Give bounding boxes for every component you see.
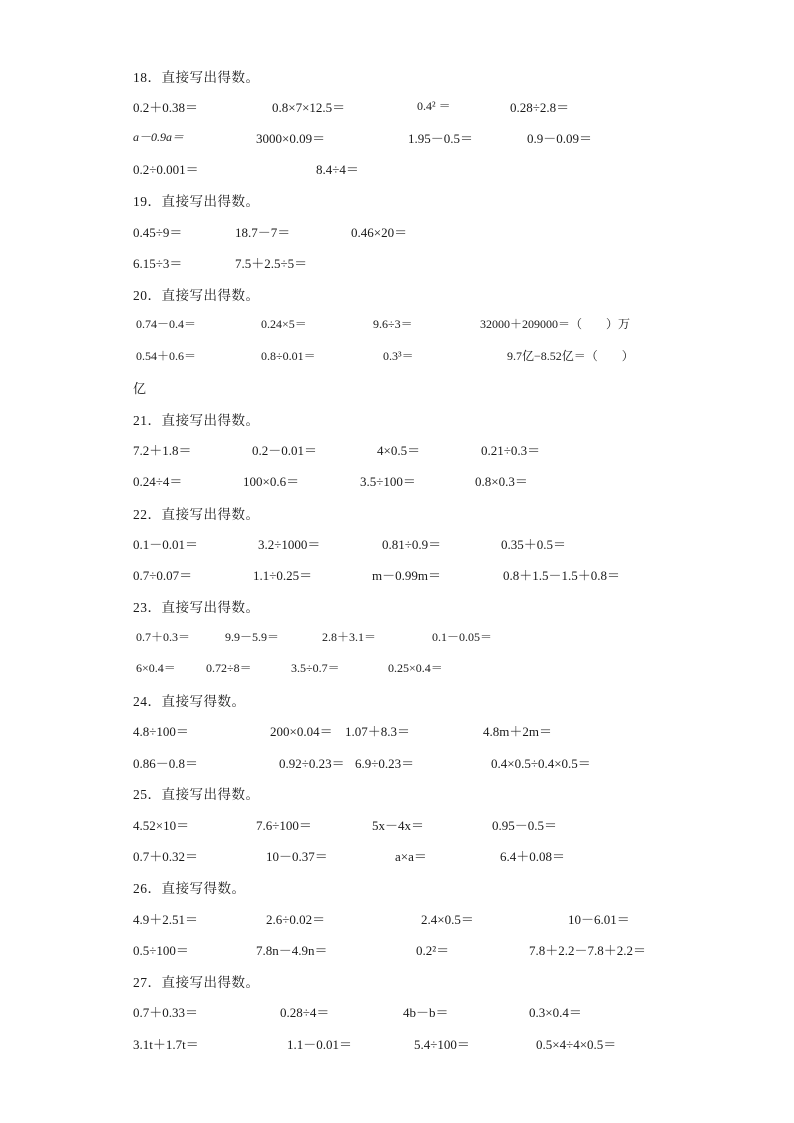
problem: 0.8×7×12.5＝ xyxy=(272,100,346,115)
problem-row xyxy=(0,159,794,181)
problem: 0.4² ＝ xyxy=(417,99,451,113)
problem: 0.5×4÷4×0.5＝ xyxy=(536,1037,617,1052)
problem-row xyxy=(0,909,794,931)
section-26 xyxy=(0,877,794,899)
problem: 0.8＋1.5－1.5＋0.8＝ xyxy=(503,568,621,583)
section-heading: 26．直接写得数。 xyxy=(133,881,246,896)
problem: 5.4÷100＝ xyxy=(414,1037,470,1052)
problem: a－0.9a＝ xyxy=(133,130,185,144)
problem: 9.6÷3＝ xyxy=(373,317,413,331)
problem: 9.9－5.9＝ xyxy=(225,630,280,644)
problem: 0.72÷8＝ xyxy=(206,661,252,675)
problem: 4.52×10＝ xyxy=(133,818,190,833)
problem-row xyxy=(0,253,794,275)
section-23 xyxy=(0,596,794,618)
problem-continuation: 亿 xyxy=(133,381,147,396)
section-18 xyxy=(0,66,794,88)
problem: 2.4×0.5＝ xyxy=(421,912,474,927)
problem: 7.2＋1.8＝ xyxy=(133,443,192,458)
problem: 0.7＋0.33＝ xyxy=(133,1005,199,1020)
section-heading: 21．直接写出得数。 xyxy=(133,413,260,428)
problem: 1.1－0.01＝ xyxy=(287,1037,353,1052)
problem-row xyxy=(0,659,794,681)
problem: 7.8＋2.2－7.8＋2.2＝ xyxy=(529,943,647,958)
problem: 0.81÷0.9＝ xyxy=(382,537,442,552)
problem: 1.1÷0.25＝ xyxy=(253,568,313,583)
problem: 3.5÷100＝ xyxy=(360,474,416,489)
problem: 0.7÷0.07＝ xyxy=(133,568,193,583)
problem-row xyxy=(0,97,794,119)
problem: 0.2－0.01＝ xyxy=(252,443,318,458)
problem: 7.8n－4.9n＝ xyxy=(256,943,328,958)
section-27 xyxy=(0,971,794,993)
section-heading: 23．直接写出得数。 xyxy=(133,600,260,615)
problem: 1.07＋8.3＝ xyxy=(345,724,411,739)
problem: 0.7＋0.3＝ xyxy=(136,630,191,644)
problem: 3.5÷0.7＝ xyxy=(291,661,340,675)
problem-row xyxy=(0,534,794,556)
problem: 0.1－0.05＝ xyxy=(432,630,493,644)
problem: 0.25×0.4＝ xyxy=(388,661,443,675)
problem-row xyxy=(0,1002,794,1024)
problem: 0.74－0.4＝ xyxy=(136,317,197,331)
section-heading: 24．直接写得数。 xyxy=(133,694,246,709)
problem: 0.4×0.5÷0.4×0.5＝ xyxy=(491,756,591,771)
problem-row xyxy=(0,846,794,868)
problem: 100×0.6＝ xyxy=(243,474,300,489)
problem: 8.4÷4＝ xyxy=(316,162,359,177)
problem: 5x－4x＝ xyxy=(372,818,425,833)
problem: 0.8×0.3＝ xyxy=(475,474,528,489)
section-heading: 20．直接写出得数。 xyxy=(133,288,260,303)
problem: 0.5÷100＝ xyxy=(133,943,189,958)
problem: 0.46×20＝ xyxy=(351,225,408,240)
section-20 xyxy=(0,284,794,306)
problem: 0.45÷9＝ xyxy=(133,225,183,240)
section-22 xyxy=(0,503,794,525)
problem: 0.24×5＝ xyxy=(261,317,307,331)
section-heading: 22．直接写出得数。 xyxy=(133,507,260,522)
problem: 6.4＋0.08＝ xyxy=(500,849,566,864)
problem: 0.35＋0.5＝ xyxy=(501,537,567,552)
problem: 9.7亿−8.52亿＝（ ） xyxy=(507,349,634,363)
problem: 0.24÷4＝ xyxy=(133,474,183,489)
problem-row xyxy=(0,721,794,743)
section-21 xyxy=(0,409,794,431)
problem: 4.8÷100＝ xyxy=(133,724,189,739)
problem: a×a＝ xyxy=(395,849,427,864)
problem: 0.8÷0.01＝ xyxy=(261,349,316,363)
problem: 7.6÷100＝ xyxy=(256,818,312,833)
section-25 xyxy=(0,783,794,805)
problem-row xyxy=(0,565,794,587)
problem: 6×0.4＝ xyxy=(136,661,176,675)
problem: m－0.99m＝ xyxy=(372,568,441,583)
problem: 4b－b＝ xyxy=(403,1005,449,1020)
problem: 0.28÷4＝ xyxy=(280,1005,330,1020)
problem: 200×0.04＝ xyxy=(270,724,333,739)
problem: 10－6.01＝ xyxy=(568,912,630,927)
problem-row xyxy=(0,628,794,650)
problem: 6.15÷3＝ xyxy=(133,256,183,271)
problem: 4×0.5＝ xyxy=(377,443,421,458)
problem: 18.7－7＝ xyxy=(235,225,291,240)
problem: 3000×0.09＝ xyxy=(256,131,326,146)
problem: 10－0.37＝ xyxy=(266,849,328,864)
problem-row xyxy=(0,471,794,493)
problem: 0.21÷0.3＝ xyxy=(481,443,541,458)
problem-row xyxy=(0,1034,794,1056)
section-heading: 25．直接写出得数。 xyxy=(133,787,260,802)
problem: 2.6÷0.02＝ xyxy=(266,912,326,927)
problem: 0.95－0.5＝ xyxy=(492,818,558,833)
problem: 0.28÷2.8＝ xyxy=(510,100,570,115)
problem: 0.54＋0.6＝ xyxy=(136,349,197,363)
problem: 6.9÷0.23＝ xyxy=(355,756,415,771)
problem-row xyxy=(0,315,794,337)
problem: 0.9－0.09＝ xyxy=(527,131,593,146)
section-heading: 27．直接写出得数。 xyxy=(133,975,260,990)
problem: 2.8＋3.1＝ xyxy=(322,630,377,644)
problem: 32000＋209000＝（ ）万 xyxy=(480,317,631,331)
problem-row xyxy=(0,347,794,369)
problem: 3.2÷1000＝ xyxy=(258,537,321,552)
problem: 0.2÷0.001＝ xyxy=(133,162,199,177)
problem: 7.5＋2.5÷5＝ xyxy=(235,256,308,271)
problem-row xyxy=(0,378,794,400)
problem: 0.3³＝ xyxy=(383,349,414,363)
problem: 4.8m＋2m＝ xyxy=(483,724,552,739)
section-heading: 18．直接写出得数。 xyxy=(133,70,260,85)
problem-row xyxy=(0,128,794,150)
problem-row xyxy=(0,222,794,244)
section-heading: 19．直接写出得数。 xyxy=(133,194,260,209)
problem-row xyxy=(0,753,794,775)
problem-row xyxy=(0,940,794,962)
problem: 0.3×0.4＝ xyxy=(529,1005,582,1020)
problem: 0.92÷0.23＝ xyxy=(279,756,345,771)
section-19 xyxy=(0,190,794,212)
problem: 0.7＋0.32＝ xyxy=(133,849,199,864)
section-24 xyxy=(0,690,794,712)
problem-row xyxy=(0,440,794,462)
problem: 1.95－0.5＝ xyxy=(408,131,474,146)
problem: 0.86－0.8＝ xyxy=(133,756,199,771)
problem: 4.9＋2.51＝ xyxy=(133,912,199,927)
problem-row xyxy=(0,815,794,837)
problem: 0.1－0.01＝ xyxy=(133,537,199,552)
problem: 0.2＋0.38＝ xyxy=(133,100,199,115)
problem: 0.2²＝ xyxy=(416,943,450,958)
problem: 3.1t＋1.7t＝ xyxy=(133,1037,199,1052)
